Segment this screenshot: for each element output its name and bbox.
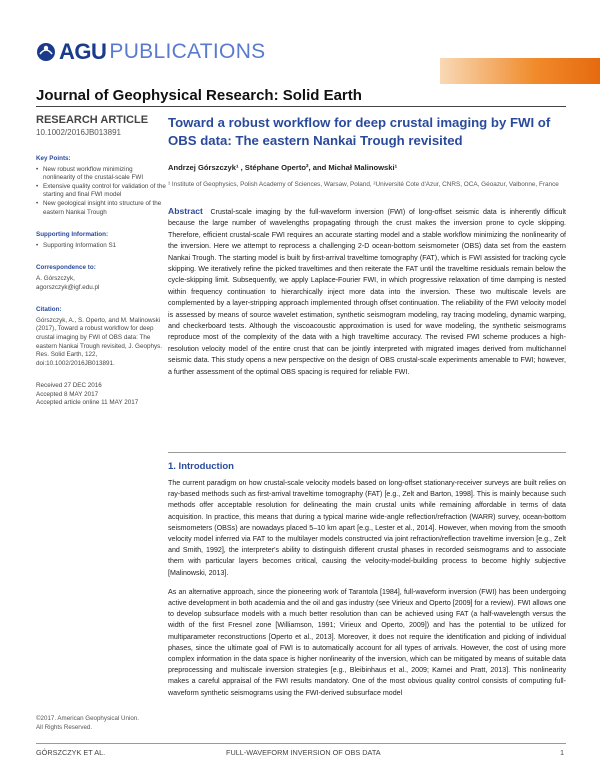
doi-link[interactable]: 10.1002/2016JB013891 [36,128,121,137]
agu-publications-logo [36,40,265,64]
header-rule [36,106,566,107]
sidebar [36,114,166,408]
copyright-notice: ©2017. American Geophysical Union. All Rights Reserved. [36,715,139,731]
supporting-info-heading: Supporting Information: [36,231,109,239]
article-type: RESEARCH ARTICLE [36,114,149,126]
introduction-body [168,478,566,707]
jgr-badge-label: JGR [408,60,440,76]
paragraph: The current paradigm on how crustal-scale velocity models based on long-offset stationary-receiver surveys are built relies on ray-based methods such as first-arrival traveltime tomography (FAT) [e.g., Zelt and Barton, 1998]. This is mainly because such methods offer acceptable resolution for delineating the main crustal units while remaining affordable in terms of data acquisition. In practice, this means that during a typical marine wide-angle reflection/refraction (WARR) survey, ocean-bottom seismometers (OBSs) are nowadays placed 5–10 km apart [e.g., Lester et al., 2014]. However, when moving from the smooth velocity model inferred via FAT to the multilayer models constructed via joint refraction/reflection traveltime inversion [e.g., Zelt and Smith, 1992], the interpreter's ability to distinguish different crustal phases in recorded seismograms and to associate them with particular layers becomes critical, causing the velocity-model-building process to become highly subjective [Malinowski, 2013]. [168,479,566,577]
section-rule [168,452,566,453]
key-point: • New geological insight into structure of the eastern Nankai Trough [43,200,166,217]
article-dates: Received 27 DEC 2016 Accepted 8 MAY 2017 Accepted article online 11 MAY 2017 [36,382,139,407]
correspondence-text: A. Górszczyk, agorszczyk@igf.edu.pl [36,274,100,291]
abstract-text: Crustal-scale imaging by the full-waveform inversion (FWI) of long-offset seismic data is inherently difficult because the large number of wavelengths propagating through the crust makes the inversion prone to cycle skipping. Therefore, efficient crustal-scale FWI requires an accurate starting model and a stable workflow minimizing the nonlinearity of the inversion. Here we attempt to reprocess a challenging 2-D ocean-bottom seismometer (OBS) data set from the eastern Nankai Trough. The starting model is built by first-arrival traveltime tomography (FAT), which is FWI assisted for tracking cycle skipping. We iteratively refine the picked traveltimes and then reiterate the FAT until the traveltime residuals remain below the cycle-skipping limit. Subsequently, we apply Laplace-Fourier FWI, in which progressive relaxation of time damping is nested within frequency continuation to hierarchically inject more data into the inversion. These two multiscale levels are complemented by a layer-stripping approach implemented through offset continuation. The reliability of the FWI velocity model is assessed by means of source wavelet estimation, synthetic seismogram modeling, ray tracing modeling, dynamic warping, and checkerboard tests. Although the viscoacoustic approximation is used for wave modeling, the synthetic seismograms reproduce most of the complexity of the data with a high traveltime accuracy. The revised FWI scheme produces a high-resolution velocity model of the entire crust that can be jointly interpreted with migrated images derived from multichannel seismic data. This study opens a new perspective on the design of OBS crustal-scale experiments amenable to FWI; however, a further assessment of the optimal OBS spacing is required for reliable FWI. [168,208,566,376]
section-heading: 1. Introduction [168,461,234,472]
supporting-info-block [36,231,166,250]
key-point: • Extensive quality control for validation of the starting and final FWI model [43,183,166,200]
article-main [168,114,566,378]
article-title: Toward a robust workflow for deep crustal imaging by FWI of OBS data: The eastern Nankai Trough revisited [168,115,551,148]
citation-text: Górszczyk, A., S. Operto, and M. Malinowski (2017), Toward a robust workflow for deep crustal imaging by FWI of OBS data: The eastern Nankai Trough revisited, J. Geophys. Res. Solid Earth, 122, doi:10.1002/2016JB013891. [36,316,163,367]
jgr-badge-band [440,58,600,84]
logo-publications-text: PUBLICATIONS [109,40,266,63]
abstract [168,206,566,378]
logo-agu-text: AGU [59,39,107,64]
footer-running-title: FULL-WAVEFORM INVERSION OF OBS DATA [226,748,381,757]
key-points-list [36,166,166,218]
paragraph: As an alternative approach, since the pioneering work of Tarantola [1984], full-waveform inversion (FWI) has been undergoing active development in both academia and the oil and gas industry (see Virieux and Operto [2009] for a review). FWI allows one to develop subsurface models with a much better resolution than can be achieved using FAT (a half-wavelength versus the width of the first Fresnel zone [Williamson, 1991; Virieux and Operto, 2009]) and has the potential to be utilized for multiparameter reconstructions [Operto et al., 2013]. Moreover, it does not require the identification and picking of individual phases, since the ultimate goal of FWI is to automatically account for all types of arrivals. However, the cost of using more complex information in the data space is higher nonlinearity of the inversion, which can be mitigated by means of suitable data preprocessing and multiscale inversion strategies [e.g., Bleibinhaus et al., 2009; Kamei and Pratt, 2013]. This nonlinearity makes a careful appraisal of the FWI results mandatory. One of the most obvious quality control consists of computing full-waveform synthetic seismograms using the FWI-derived subsurface model [168,587,566,697]
citation-heading: Citation: [36,306,62,314]
author-list: Andrzej Górszczyk¹ , Stéphane Operto², and Michał Malinowski¹ [168,163,398,172]
supporting-info-link[interactable]: • Supporting Information S1 [43,242,166,251]
citation-block [36,306,166,368]
agu-globe-icon [36,42,56,62]
key-points-heading: Key Points: [36,155,71,162]
correspondence-block [36,264,166,292]
page-number: 1 [560,748,565,757]
footer-rule [36,743,566,744]
abstract-heading: Abstract [168,206,203,216]
journal-name: Journal of Geophysical Research: Solid Earth [36,87,362,104]
supporting-info-list [36,242,166,251]
affiliations: ¹ Institute of Geophysics, Polish Academy of Sciences, Warsaw, Poland, ²Université Cote d'Azur, CNRS, OCA, Géoazur, Valbonne, France [168,181,559,188]
correspondence-heading: Correspondence to: [36,264,96,272]
key-point: • New robust workflow minimizing nonlinearity of the crustal-scale FWI [43,166,166,183]
footer-authors: GÓRSZCZYK ET AL. [36,748,106,757]
key-points-block [36,155,166,217]
